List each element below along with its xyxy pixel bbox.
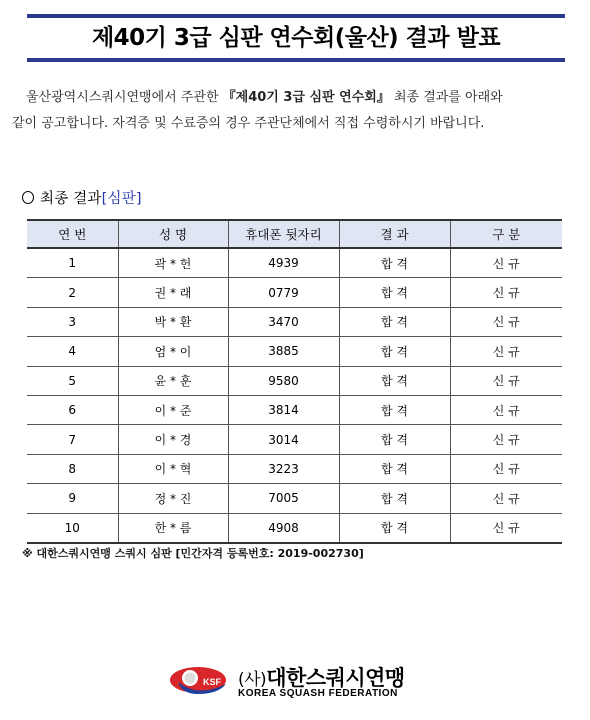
table-cell: 1	[27, 248, 118, 278]
ksf-emblem-icon	[168, 658, 232, 708]
federation-logo	[168, 658, 428, 708]
table-cell: 한 * 름	[118, 513, 228, 543]
intro-text-1: 울산광역시스쿼시연맹에서 주관한	[26, 90, 223, 105]
column-header: 휴대폰 뒷자리	[228, 220, 339, 248]
section-label: 최종 결과	[40, 191, 102, 207]
table-cell: 합 격	[339, 484, 450, 513]
table-header-row	[27, 220, 562, 248]
table-cell: 신 규	[450, 454, 562, 483]
intro-text-2: 최종 결과를 아래와	[389, 90, 503, 105]
table-cell: 7	[27, 425, 118, 454]
table-cell: 신 규	[450, 337, 562, 366]
federation-prefix: (사)	[238, 670, 267, 690]
table-cell: 신 규	[450, 307, 562, 336]
table-row	[27, 484, 562, 513]
page-title: 제40기 3급 심판 연수회(울산) 결과 발표	[91, 25, 501, 51]
table-cell: 합 격	[339, 425, 450, 454]
table-row	[27, 366, 562, 395]
table-cell: 3223	[228, 454, 339, 483]
table-cell: 이 * 혁	[118, 454, 228, 483]
table-cell: 신 규	[450, 395, 562, 424]
intro-paragraph	[12, 85, 578, 137]
table-cell: 3014	[228, 425, 339, 454]
table-cell: 합 격	[339, 307, 450, 336]
table-cell: 신 규	[450, 366, 562, 395]
table-cell: 곽 * 헌	[118, 248, 228, 278]
table-cell: 10	[27, 513, 118, 543]
table-cell: 4939	[228, 248, 339, 278]
results-table	[27, 219, 562, 544]
column-header: 구 분	[450, 220, 562, 248]
table-cell: 4908	[228, 513, 339, 543]
table-cell: 이 * 준	[118, 395, 228, 424]
table-row	[27, 395, 562, 424]
table-cell: 합 격	[339, 395, 450, 424]
table-row	[27, 337, 562, 366]
table-cell: 9	[27, 484, 118, 513]
table-cell: 3885	[228, 337, 339, 366]
table-cell: 3470	[228, 307, 339, 336]
table-cell: 5	[27, 366, 118, 395]
table-cell: 정 * 진	[118, 484, 228, 513]
table-cell: 3814	[228, 395, 339, 424]
table-cell: 이 * 경	[118, 425, 228, 454]
table-cell: 신 규	[450, 278, 562, 307]
table-cell: 3	[27, 307, 118, 336]
table-cell: 엄 * 이	[118, 337, 228, 366]
section-category: [심판]	[101, 191, 142, 207]
table-row	[27, 425, 562, 454]
title-banner	[27, 14, 565, 62]
column-header: 결 과	[339, 220, 450, 248]
section-heading	[22, 187, 142, 208]
table-cell: 합 격	[339, 366, 450, 395]
intro-text-3: 같이 공고합니다. 자격증 및 수료증의 경우 주관단체에서 직접 수령하시기 바랍니다.	[12, 116, 485, 131]
table-cell: 신 규	[450, 513, 562, 543]
svg-text:KSF: KSF	[203, 677, 221, 687]
table-cell: 합 격	[339, 337, 450, 366]
table-cell: 신 규	[450, 248, 562, 278]
table-cell: 0779	[228, 278, 339, 307]
table-cell: 합 격	[339, 248, 450, 278]
table-cell: 8	[27, 454, 118, 483]
table-cell: 윤 * 훈	[118, 366, 228, 395]
circle-bullet-icon	[22, 191, 34, 204]
column-header: 성 명	[118, 220, 228, 248]
column-header: 연 번	[27, 220, 118, 248]
table-cell: 박 * 환	[118, 307, 228, 336]
table-cell: 9580	[228, 366, 339, 395]
table-row	[27, 278, 562, 307]
table-cell: 4	[27, 337, 118, 366]
table-cell: 2	[27, 278, 118, 307]
certification-footnote: ※ 대한스쿼시연맹 스쿼시 심판 [민간자격 등록번호: 2019-002730]	[22, 547, 364, 560]
intro-event-name: 『제40기 3급 심판 연수회』	[222, 90, 390, 105]
federation-name: 대한스쿼시연맹	[266, 666, 405, 690]
table-row	[27, 454, 562, 483]
table-row	[27, 307, 562, 336]
federation-name-english: KOREA SQUASH FEDERATION	[238, 688, 398, 699]
table-cell: 합 격	[339, 278, 450, 307]
table-cell: 6	[27, 395, 118, 424]
table-cell: 권 * 래	[118, 278, 228, 307]
table-cell: 7005	[228, 484, 339, 513]
table-cell: 신 규	[450, 425, 562, 454]
table-row	[27, 248, 562, 278]
table-cell: 합 격	[339, 513, 450, 543]
table-row	[27, 513, 562, 543]
table-cell: 합 격	[339, 454, 450, 483]
table-cell: 신 규	[450, 484, 562, 513]
